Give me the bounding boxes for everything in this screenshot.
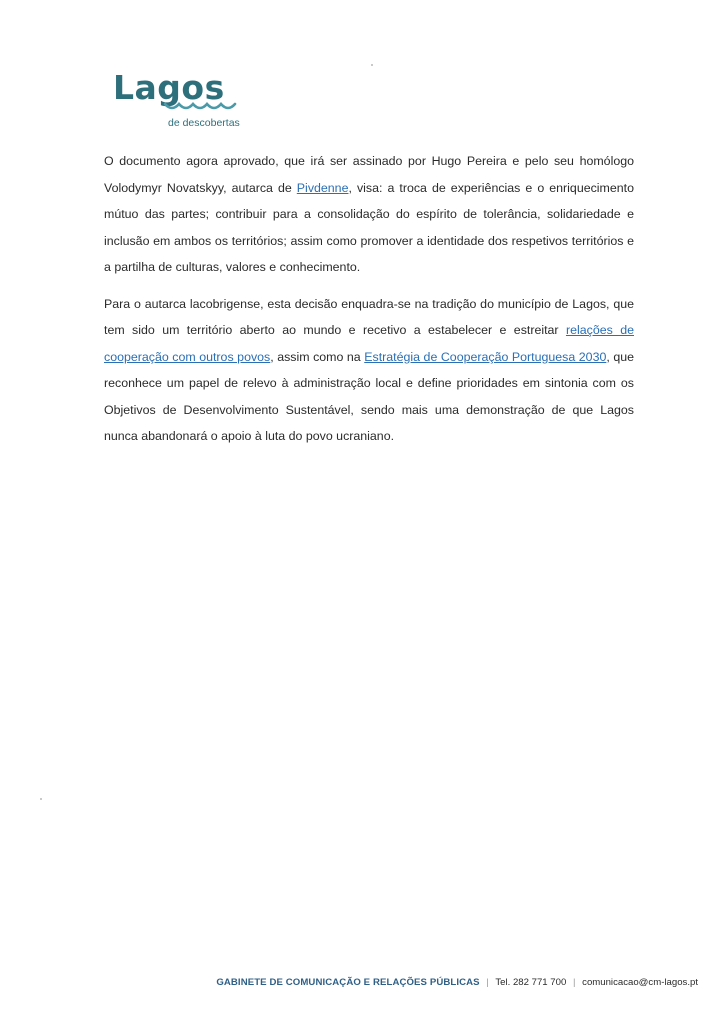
document-body xyxy=(104,148,634,460)
paragraph-2 xyxy=(104,291,634,450)
paragraph-1 xyxy=(104,148,634,281)
scan-speck xyxy=(371,64,373,66)
paragraph-1-text-a: O documento agora aprovado, que irá ser assinado por Hugo Pereira e pelo seu homólogo Volodymyr Novatskyy, autarca de xyxy=(104,154,634,195)
page-footer xyxy=(0,976,698,990)
footer-separator: | xyxy=(486,977,489,988)
paragraph-2-text-a: Para o autarca lacobrigense, esta decisão enquadra-se na tradição do município de Lagos, que tem sido um território aberto ao mundo e recetivo a estabelecer e estreitar xyxy=(104,296,634,337)
footer-email: comunicacao@cm-lagos.pt xyxy=(582,977,698,988)
link-pivdenne[interactable]: Pivdenne xyxy=(296,180,349,195)
lagos-logo xyxy=(113,70,253,134)
waves-icon xyxy=(163,100,243,116)
footer-phone: Tel. 282 771 700 xyxy=(495,977,567,988)
link-estrategia-cooperacao[interactable]: Estratégia de Cooperação Portuguesa 2030 xyxy=(364,349,607,364)
logo-wordmark: Lagos xyxy=(113,68,225,107)
scan-speck xyxy=(40,798,42,800)
link-relacoes-cooperacao[interactable]: relações de cooperação com outros povos xyxy=(104,323,634,364)
paragraph-2-text-b: , assim como na xyxy=(270,349,365,364)
footer-separator: | xyxy=(572,977,576,988)
paragraph-1-text-b: , visa: a troca de experiências e o enriquecimento mútuo das partes; contribuir para a consolidação do espírito de tolerância, solidariedade e inclusão em ambos os territórios; assim como promover a identidade dos respetivos territórios e a partilha de culturas, valores e conhecimento. xyxy=(104,180,634,274)
paragraph-2-text-c: , que reconhece um papel de relevo à administração local e define prioridades em sintonia com os Objetivos de Desenvolvimento Sustentável, sendo mais uma demonstração de que Lagos nunca abandonará o apoio à luta do povo ucraniano. xyxy=(104,349,634,443)
footer-office-name: GABINETE DE COMUNICAÇÃO E RELAÇÕES PÚBLICAS xyxy=(216,977,480,988)
logo-tagline: de descobertas xyxy=(168,117,240,129)
